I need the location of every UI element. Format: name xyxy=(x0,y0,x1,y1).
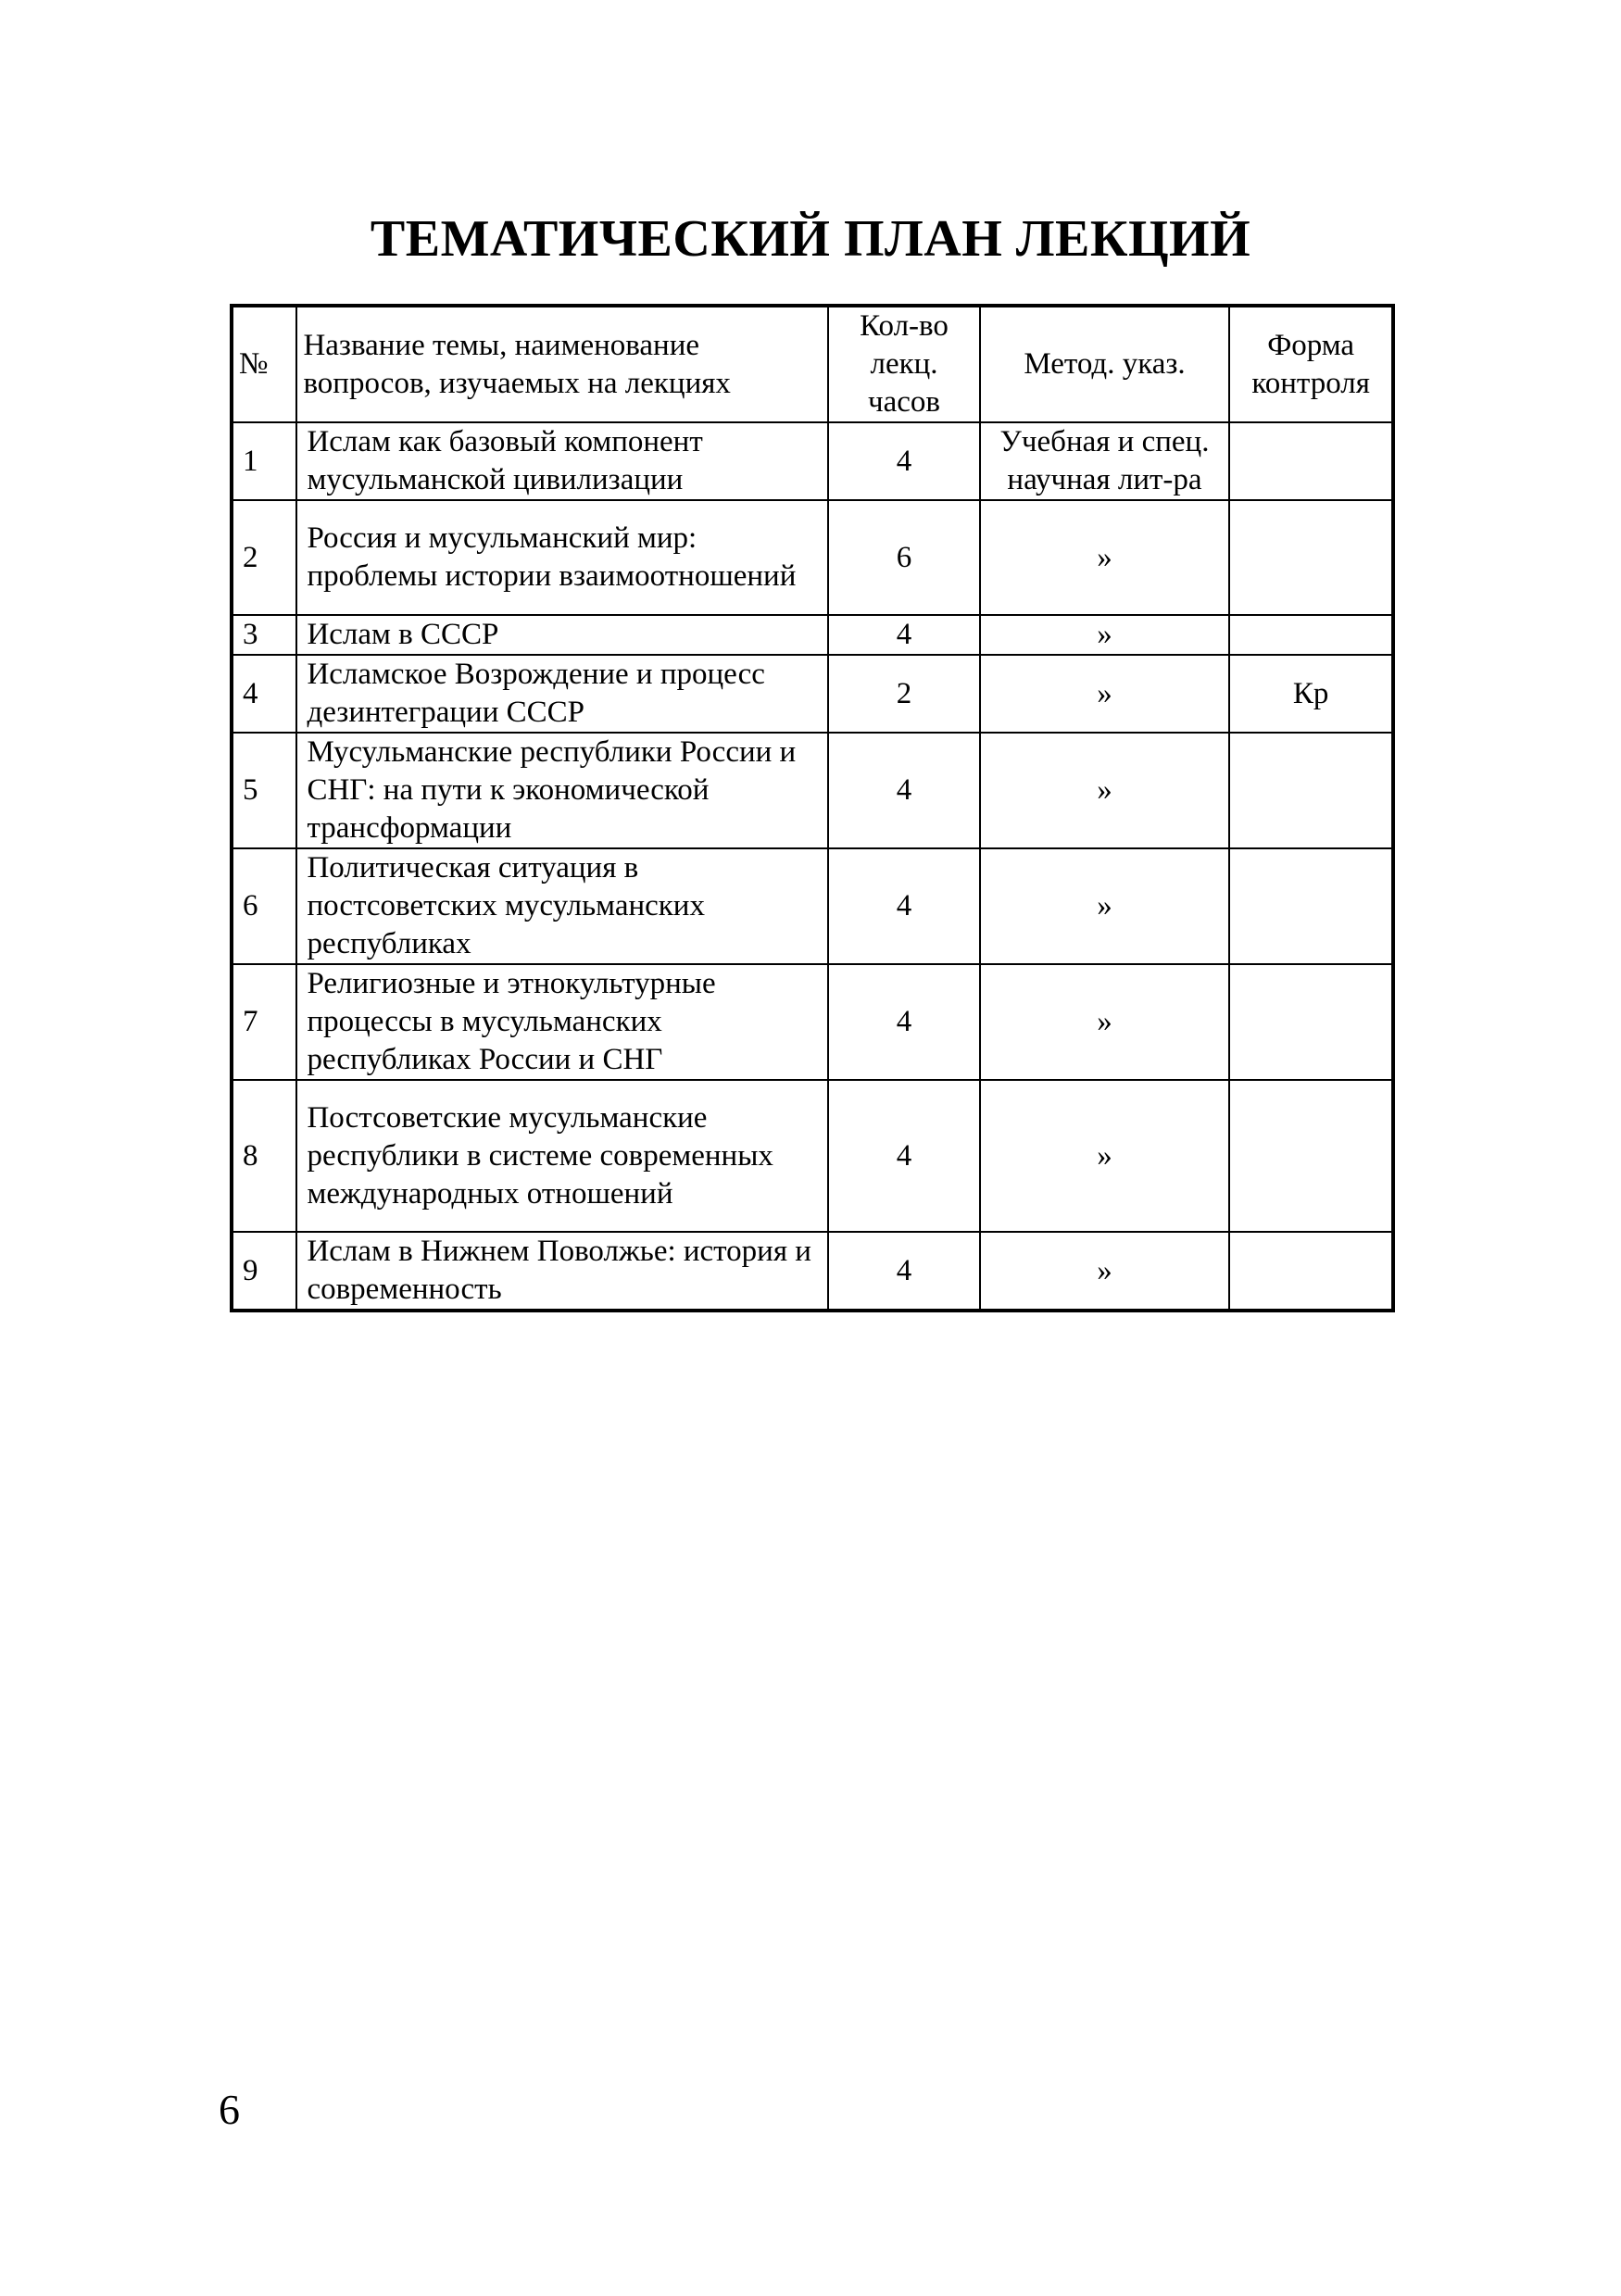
row-method: » xyxy=(980,848,1230,964)
row-topic: Политическая ситуация в постсоветских мусульманских республиках xyxy=(296,848,828,964)
table-header-row xyxy=(232,306,1393,422)
row-num: 2 xyxy=(232,500,296,615)
row-num: 8 xyxy=(232,1080,296,1232)
page-number: 6 xyxy=(219,2086,240,2133)
row-hours: 4 xyxy=(828,733,979,848)
row-topic: Ислам в СССР xyxy=(296,615,828,655)
row-hours: 4 xyxy=(828,1080,979,1232)
row-control: Кр xyxy=(1229,655,1393,733)
table-row xyxy=(232,1232,1393,1311)
page-title: ТЕМАТИЧЕСКИЙ ПЛАН ЛЕКЦИЙ xyxy=(370,210,1251,268)
row-topic: Ислам в Нижнем Поволжье: история и современность xyxy=(296,1232,828,1311)
row-num: 9 xyxy=(232,1232,296,1311)
row-method: » xyxy=(980,733,1230,848)
row-method: Учебная и спец. научная лит-ра xyxy=(980,422,1230,500)
row-hours: 4 xyxy=(828,964,979,1080)
row-hours: 4 xyxy=(828,422,979,500)
header-method: Метод. указ. xyxy=(980,306,1230,422)
lecture-plan-table xyxy=(230,304,1395,1312)
row-hours: 4 xyxy=(828,848,979,964)
row-method: » xyxy=(980,1080,1230,1232)
row-num: 5 xyxy=(232,733,296,848)
table-row xyxy=(232,964,1393,1080)
row-method: » xyxy=(980,964,1230,1080)
row-topic: Постсоветские мусульманские республики в системе современных международных отношений xyxy=(296,1080,828,1232)
row-control xyxy=(1229,848,1393,964)
table-row xyxy=(232,500,1393,615)
row-control xyxy=(1229,500,1393,615)
row-num: 7 xyxy=(232,964,296,1080)
table-row xyxy=(232,1080,1393,1232)
table-row xyxy=(232,733,1393,848)
table-row xyxy=(232,848,1393,964)
row-method: » xyxy=(980,655,1230,733)
row-num: 1 xyxy=(232,422,296,500)
row-hours: 4 xyxy=(828,1232,979,1311)
row-control xyxy=(1229,733,1393,848)
row-hours: 6 xyxy=(828,500,979,615)
header-topic: Название темы, наименование вопросов, изучаемых на лекциях xyxy=(296,306,828,422)
row-control xyxy=(1229,964,1393,1080)
row-control xyxy=(1229,1080,1393,1232)
table-row xyxy=(232,422,1393,500)
row-topic: Религиозные и этнокультурные процессы в мусульманских республиках России и СНГ xyxy=(296,964,828,1080)
row-num: 3 xyxy=(232,615,296,655)
row-control xyxy=(1229,422,1393,500)
row-topic: Ислам как базовый компонент мусульманской цивилизации xyxy=(296,422,828,500)
row-hours: 2 xyxy=(828,655,979,733)
row-num: 4 xyxy=(232,655,296,733)
header-num: № xyxy=(232,306,296,422)
row-hours: 4 xyxy=(828,615,979,655)
header-hours: Кол-во лекц. часов xyxy=(828,306,979,422)
row-method: » xyxy=(980,500,1230,615)
table-row xyxy=(232,655,1393,733)
row-method: » xyxy=(980,1232,1230,1311)
row-topic: Мусульманские республики России и СНГ: на пути к экономической трансформации xyxy=(296,733,828,848)
header-control: Форма контроля xyxy=(1229,306,1393,422)
row-control xyxy=(1229,615,1393,655)
row-topic: Россия и мусульманский мир: проблемы истории взаимоотношений xyxy=(296,500,828,615)
row-topic: Исламское Возрождение и процесс дезинтеграции СССР xyxy=(296,655,828,733)
table-row xyxy=(232,615,1393,655)
row-num: 6 xyxy=(232,848,296,964)
row-control xyxy=(1229,1232,1393,1311)
row-method: » xyxy=(980,615,1230,655)
